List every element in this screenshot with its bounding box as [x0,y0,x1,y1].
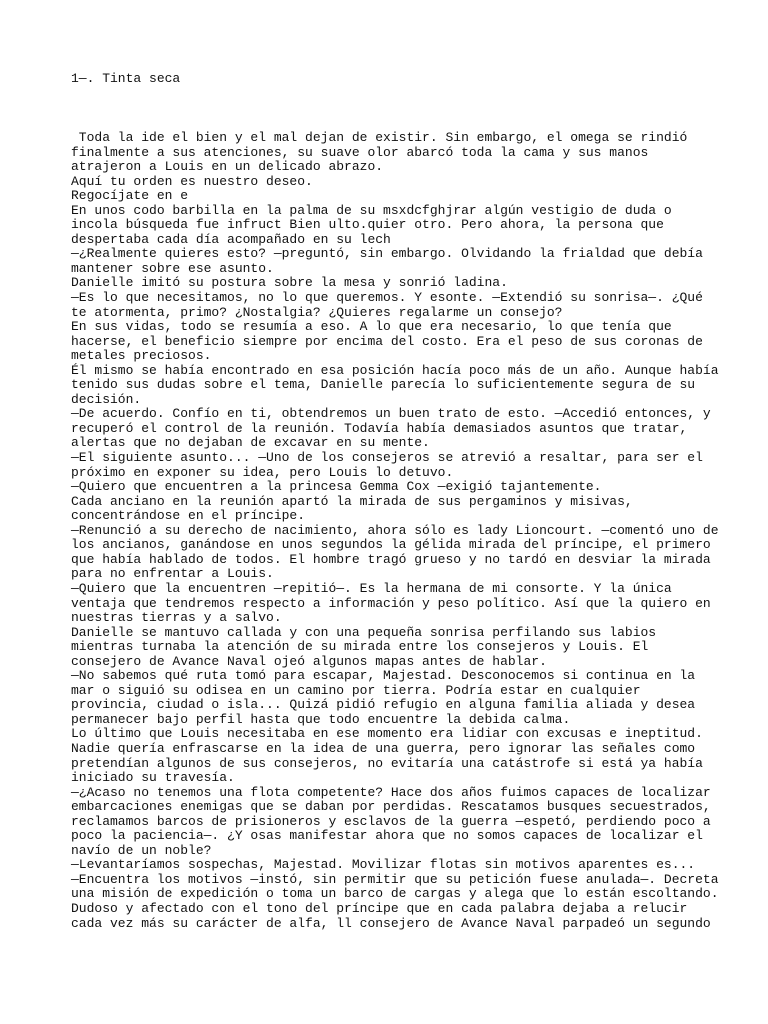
text-line: Danielle se mantuvo callada y con una pequeña sonrisa perfilando sus labios [71,624,657,640]
text-line: ventaja que tendremos respecto a información y peso político. Así que la quiero en [71,595,711,611]
text-line: —El siguiente asunto... —Uno de los consejeros se atrevió a resaltar, para ser el [71,450,703,466]
text-line: decisión. [71,391,142,407]
text-line: alertas que no dejaban de excavar en su mente. [71,435,430,451]
text-line: —No sabemos qué ruta tomó para escapar, Majestad. Desconocemos si continua en la [71,668,696,684]
text-line: Toda la ide el bien y el mal dejan de existir. Sin embargo, el omega se rindió [71,130,688,145]
text-line: despertaba cada día acompañado en su lech [71,231,391,247]
text-line: —De acuerdo. Confío en ti, obtendremos un buen trato de esto. —Accedió entonces, y [71,406,711,422]
text-line: que había hablado de todos. El hombre tragó grueso y no tardó en desviar la mirada [71,551,711,567]
text-line: embarcaciones enemigas que se daban por perdidas. Rescatamos busques secuestrados, [71,799,711,815]
text-line: Aquí tu orden es nuestro deseo. [71,173,313,189]
text-line: poco la paciencia—. ¿Y osas manifestar ahora que no somos capaces de localizar el [71,828,703,844]
text-line: concentrándose en el príncipe. [71,508,306,524]
text-line: recuperó el control de la reunión. Todavía había demasiados asuntos que tratar, [71,420,688,436]
text-line: —Renunció a su derecho de nacimiento, ahora sólo es lady Lioncourt. —comentó uno de [71,522,719,538]
text-line: Cada anciano en la reunión apartó la mirada de sus pergaminos y misivas, [71,493,633,509]
text-line: Regocíjate en e [71,188,189,204]
text-line: Dudoso y afectado con el tono del príncipe que en cada palabra dejaba a relucir [71,900,688,916]
text-line: consejero de Avance Naval ojeó algunos mapas antes de hablar. [71,653,547,669]
text-line: —Levantaríamos sospechas, Majestad. Movilizar flotas sin motivos aparentes es... [71,857,696,873]
text-line: —¿Realmente quieres esto? —preguntó, sin embargo. Olvidando la frialdad que debía [71,246,703,262]
text-line: —Encuentra los motivos —instó, sin permitir que su petición fuese anulada—. Decreta [71,871,719,887]
text-line: atrajeron a Louis en un delicado abrazo. [71,159,384,175]
text-line: una misión de expedición o toma un barco de cargas y alega que lo están escoltando. [71,886,719,902]
text-line: —Quiero que encuentren a la princesa Gemma Cox —exigió tajantemente. [71,479,602,495]
text-line: pretendían algunos de sus consejeros, no evitaría una catástrofe si está ya había [71,755,703,771]
text-line: próximo en exponer su idea, pero Louis lo detuvo. [71,464,454,480]
text-line: los ancianos, ganándose en unos segundos la gélida mirada del príncipe, el primero [71,537,711,553]
text-line: nuestras tierras y a salvo. [71,610,282,626]
text-line: te atormenta, primo? ¿Nostalgia? ¿Quieres regalarme un consejo? [71,304,563,320]
text-line: tenido sus dudas sobre el tema, Danielle parecía lo suficientemente segura de su [71,377,696,393]
text-line: Lo último que Louis necesitaba en ese momento era lidiar con excusas e ineptitud. [71,726,703,742]
text-line: reclamamos barcos de prisioneros y esclavos de la guerra —espetó, perdiendo poco a [71,813,711,829]
body-text [71,130,719,931]
text-line: mar o siguió su odisea en un camino por tierra. Podría estar en cualquier [71,682,641,698]
text-line: Él mismo se había encontrado en esa posición hacía poco más de un año. Aunque había [71,362,719,378]
text-line: mantener sobre ese asunto. [71,260,274,276]
text-line: —Quiero que la encuentren —repitió—. Es la hermana de mi consorte. Y la única [71,580,672,596]
text-line: —Es lo que necesitamos, no lo que queremos. Y esonte. —Extendió su sonrisa—. ¿Qué [71,290,703,306]
text-line: incola búsqueda fue infruct Bien ulto.quier otro. Pero ahora, la persona que [71,217,664,233]
text-line: para no enfrentar a Louis. [71,566,274,582]
text-line: En unos codo barbilla en la palma de su msxdcfghjrar algún vestigio de duda o [71,202,672,218]
text-line: En sus vidas, todo se resumía a eso. A lo que era necesario, lo que tenía que [71,319,672,335]
text-line: finalmente a sus atenciones, su suave olor abarcó toda la cama y sus manos [71,144,649,160]
text-line: hacerse, el beneficio siempre por encima del costo. Era el peso de sus coronas de [71,333,703,349]
text-line: metales preciosos. [71,348,212,364]
text-line: mientras turnaba la atención de su mirada entre los consejeros y Louis. El [71,639,649,655]
text-line: iniciado su travesía. [71,770,235,786]
text-line: Danielle imitó su postura sobre la mesa y sonrió ladina. [71,275,508,291]
text-line: cada vez más su carácter de alfa, ll consejero de Avance Naval parpadeó un segundo [71,915,711,931]
text-line: —¿Acaso no tenemos una flota competente? Hace dos años fuimos capaces de localizar [71,784,711,800]
chapter-title: 1—. Tinta seca [71,71,181,86]
text-line: navío de un noble? [71,842,212,858]
text-line: Nadie quería enfrascarse en la idea de una guerra, pero ignorar las señales como [71,740,696,756]
text-line: permanecer bajo perfil hasta que todo encuentre la debida calma. [71,711,571,727]
text-line: provincia, ciudad o isla... Quizá pidió refugio en alguna familia aliada y desea [71,697,696,713]
